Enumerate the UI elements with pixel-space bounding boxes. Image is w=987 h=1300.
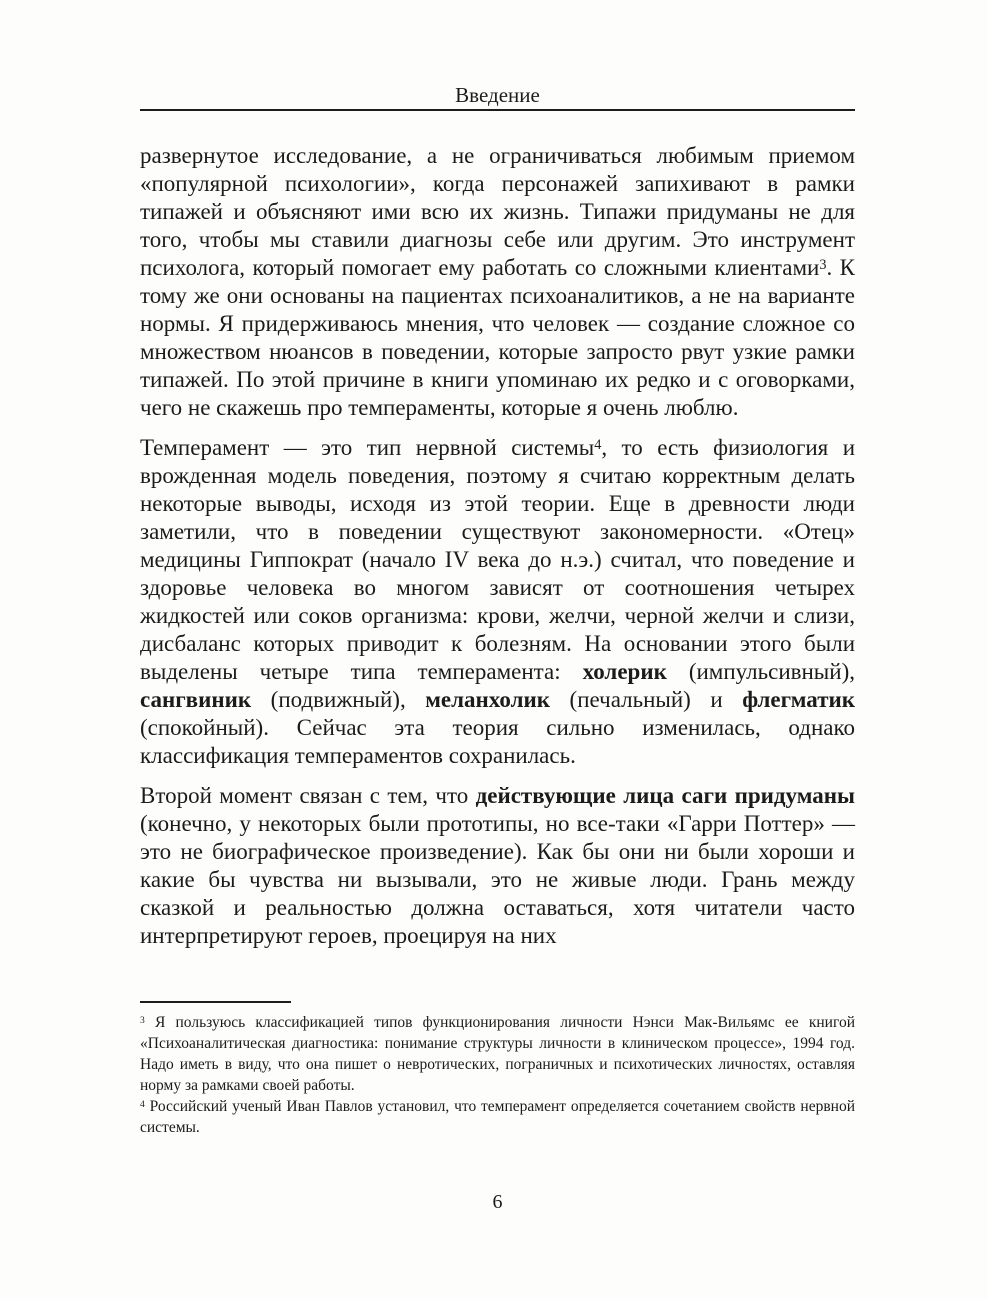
paragraph-2: Темперамент — это тип нервной системы$^4$, то есть физиология и врожденная модель поведения, поэтому я считаю корректным делать некоторые выводы, исходя из этой теории. Еще в древности люди заметили, что в поведении существуют закономерности. «Отец» медицины Гиппократ (начало IV века до н.э.) считал, что поведение и здоровье человека во многом зависят от соотношения четырех жидкостей или соков организма: крови, желчи, черной желчи и слизи, дисбаланс которых приводит к болезням. На основании этого были выделены четыре типа темперамента: холерик (импульсивный), сангвиник (подвижный), меланхолик (печальный) и флегматик (спокойный). Сейчас эта теория сильно изменилась, однако классификация темпераментов сохранилась. bbox=[140, 435, 855, 768]
header-rule bbox=[140, 109, 855, 111]
footnote-4: $^4$ Российский ученый Иван Павлов установил, что темперамент определяется сочетанием свойств нервной системы. bbox=[140, 1098, 855, 1136]
footnote-3: $^3$ Я пользуюсь классификацией типов функционирования личности Нэнси Мак-Вильямс ее книгой «Психоаналитическая диагностика: понимание структуры личности в клиническом процессе», 1994 год. Надо иметь в виду, что она пишет о невротических, пограничных и психотических личностях, оставляя норму за рамками своей работы. bbox=[140, 1014, 855, 1094]
body-text bbox=[140, 142, 855, 962]
footnote-separator-rule bbox=[140, 1001, 291, 1003]
footnote-block bbox=[140, 1001, 855, 1138]
running-header: Введение bbox=[455, 83, 540, 107]
paragraph-3: Второй момент связан с тем, что действующие лица саги придуманы (конечно, у некоторых были прототипы, но все-таки «Гарри Поттер» — это не биографическое произведение). Как бы они ни были хороши и какие бы чувства ни вызывали, это не живые люди. Грань между сказкой и реальностью должна оставаться, хотя читатели часто интерпретируют героев, проецируя на них bbox=[140, 783, 855, 948]
page-number: 6 bbox=[492, 1191, 503, 1213]
paragraph-1: развернутое исследование, а не ограничиваться любимым приемом «популярной психологии», когда персонажей запихивают в рамки типажей и объясняют ими всю их жизнь. Типажи придуманы не для того, чтобы мы ставили диагнозы себе или другим. Это инструмент психолога, который помогает ему работать со сложными клиентами$^3$. К тому же они основаны на пациентах психоаналитиков, а не на варианте нормы. Я придерживаюсь мнения, что человек — создание сложное со множеством нюансов в поведении, которые запросто рвут узкие рамки типажей. По этой причине в книги упоминаю их редко и с оговорками, чего не скажешь про темпераменты, которые я очень люблю. bbox=[140, 143, 855, 420]
